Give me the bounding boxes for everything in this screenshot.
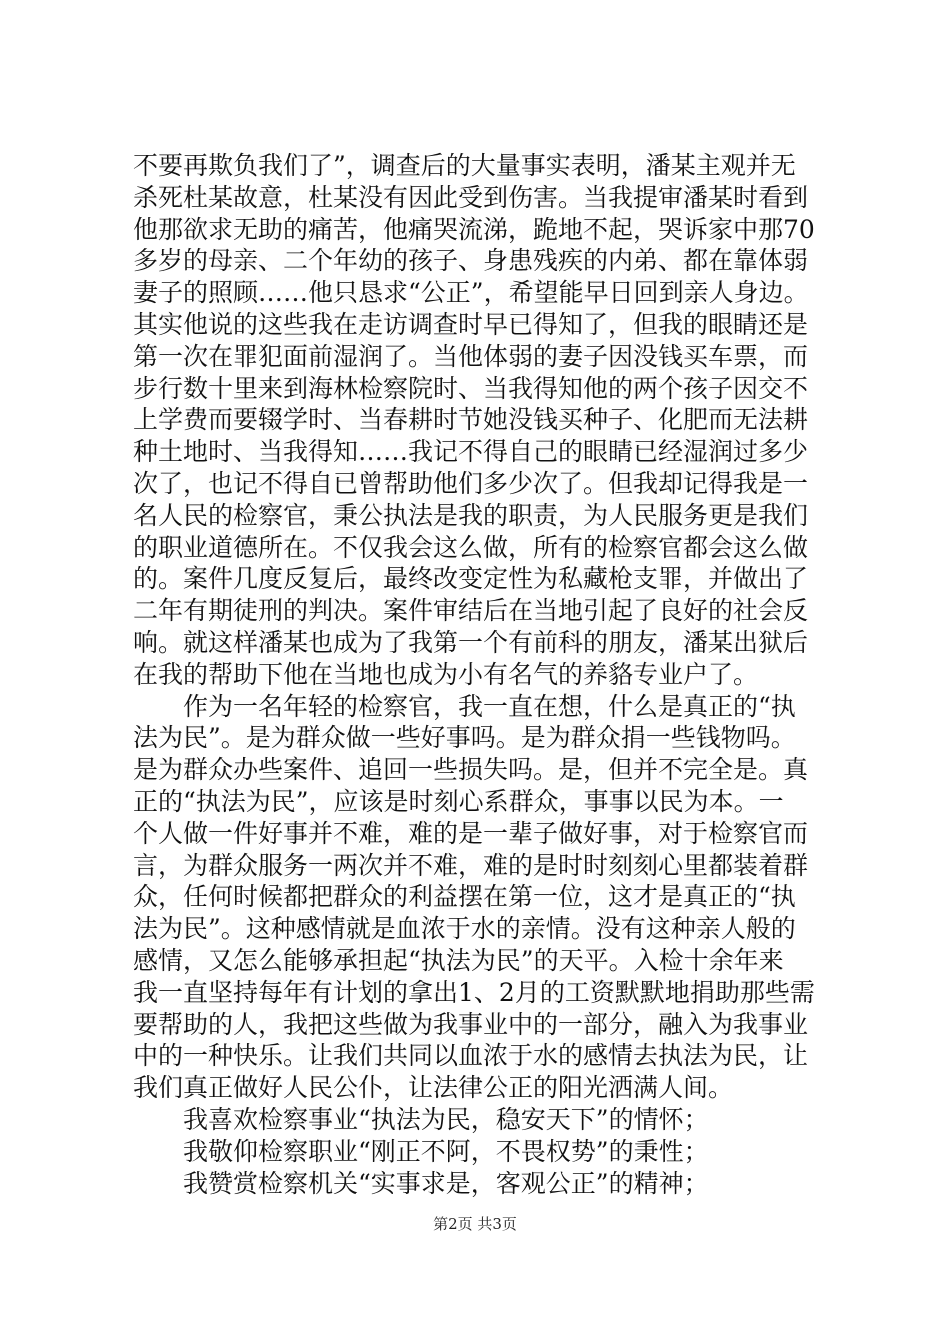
text-line: 感情，又怎么能够承担起“执法为民”的天平。入检十余年来 — [133, 945, 784, 975]
text-line: 种土地时、当我得知……我记不得自己的眼睛已经湿润过多少 — [133, 437, 809, 467]
text-line: 次了，也记不得自已曾帮助他们多少次了。但我却记得我是一 — [133, 468, 809, 498]
text-line: 第一次在罪犯面前湿润了。当他体弱的妻子因没钱买车票，而 — [133, 341, 809, 371]
text-line: 我们真正做好人民公仆，让法律公正的阳光洒满人间。 — [133, 1073, 734, 1103]
text-line: 的职业道德所在。不仅我会这么做，所有的检察官都会这么做 — [133, 532, 809, 562]
text-line: 个人做一件好事并不难，难的是一辈子做好事，对于检察官而 — [133, 818, 809, 848]
paragraph-start-line: 作为一名年轻的检察官，我一直在想，什么是真正的“执 — [183, 691, 796, 721]
text-line: 要帮助的人，我把这些做为我事业中的一部分，融入为我事业 — [133, 1009, 809, 1039]
text-line: 其实他说的这些我在走访调查时早已得知了，但我的眼睛还是 — [133, 309, 809, 339]
text-line: 我一直坚持每年有计划的拿出1、2月的工资默默地捐助那些需 — [133, 977, 815, 1007]
text-line: 不要再欺负我们了”，调查后的大量事实表明，潘某主观并无 — [133, 151, 796, 180]
text-line: 杀死杜某故意，杜某没有因此受到伤害。当我提审潘某时看到 — [133, 182, 809, 212]
page-number-footer: 第2页 共3页 — [433, 1215, 517, 1233]
text-line: 上学费而要辍学时、当春耕时节她没钱买种子、化肥而无法耕 — [133, 405, 809, 435]
text-line: 响。就这样潘某也成为了我第一个有前科的朋友，潘某出狱后 — [133, 627, 809, 657]
text-line: 步行数十里来到海林检察院时、当我得知他的两个孩子因交不 — [133, 373, 809, 403]
text-line: 二年有期徒刑的判决。案件审结后在当地引起了良好的社会反 — [133, 596, 809, 626]
text-line: 妻子的照顾……他只恳求“公正”，希望能早日回到亲人身边。 — [133, 278, 809, 308]
text-line: 法为民”。是为群众做一些好事吗。是为群众捐一些钱物吗。 — [133, 723, 796, 753]
text-line: 他那欲求无助的痛苦，他痛哭流涕，跪地不起，哭诉家中那70 — [133, 214, 815, 244]
statement-line: 我喜欢检察事业“执法为民，稳安天下”的情怀； — [183, 1104, 709, 1134]
statement-line: 我敬仰检察职业“刚正不阿，不畏权势”的秉性； — [183, 1136, 709, 1166]
text-line: 多岁的母亲、二个年幼的孩子、身患残疾的内弟、都在靠体弱 — [133, 246, 809, 276]
text-line: 法为民”。这种感情就是血浓于水的亲情。没有这种亲人般的 — [133, 914, 796, 944]
text-line: 名人民的检察官，秉公执法是我的职责，为人民服务更是我们 — [133, 500, 809, 530]
statement-line: 我赞赏检察机关“实事求是，客观公正”的精神； — [183, 1168, 709, 1198]
text-line: 在我的帮助下他在当地也成为小有名气的养貉专业户了。 — [133, 659, 759, 689]
text-line: 众，任何时候都把群众的利益摆在第一位，这才是真正的“执 — [133, 882, 796, 912]
body-text — [133, 150, 845, 1199]
text-line: 是为群众办些案件、追回一些损失吗。是，但并不完全是。真 — [133, 755, 809, 785]
text-line: 言，为群众服务一两次并不难，难的是时时刻刻心里都装着群 — [133, 850, 809, 880]
text-line: 正的“执法为民”，应该是时刻心系群众，事事以民为本。一 — [133, 786, 784, 816]
text-line: 的。案件几度反复后，最终改变定性为私藏枪支罪，并做出了 — [133, 564, 809, 594]
text-line: 中的一种快乐。让我们共同以血浓于水的感情去执法为民，让 — [133, 1041, 809, 1071]
